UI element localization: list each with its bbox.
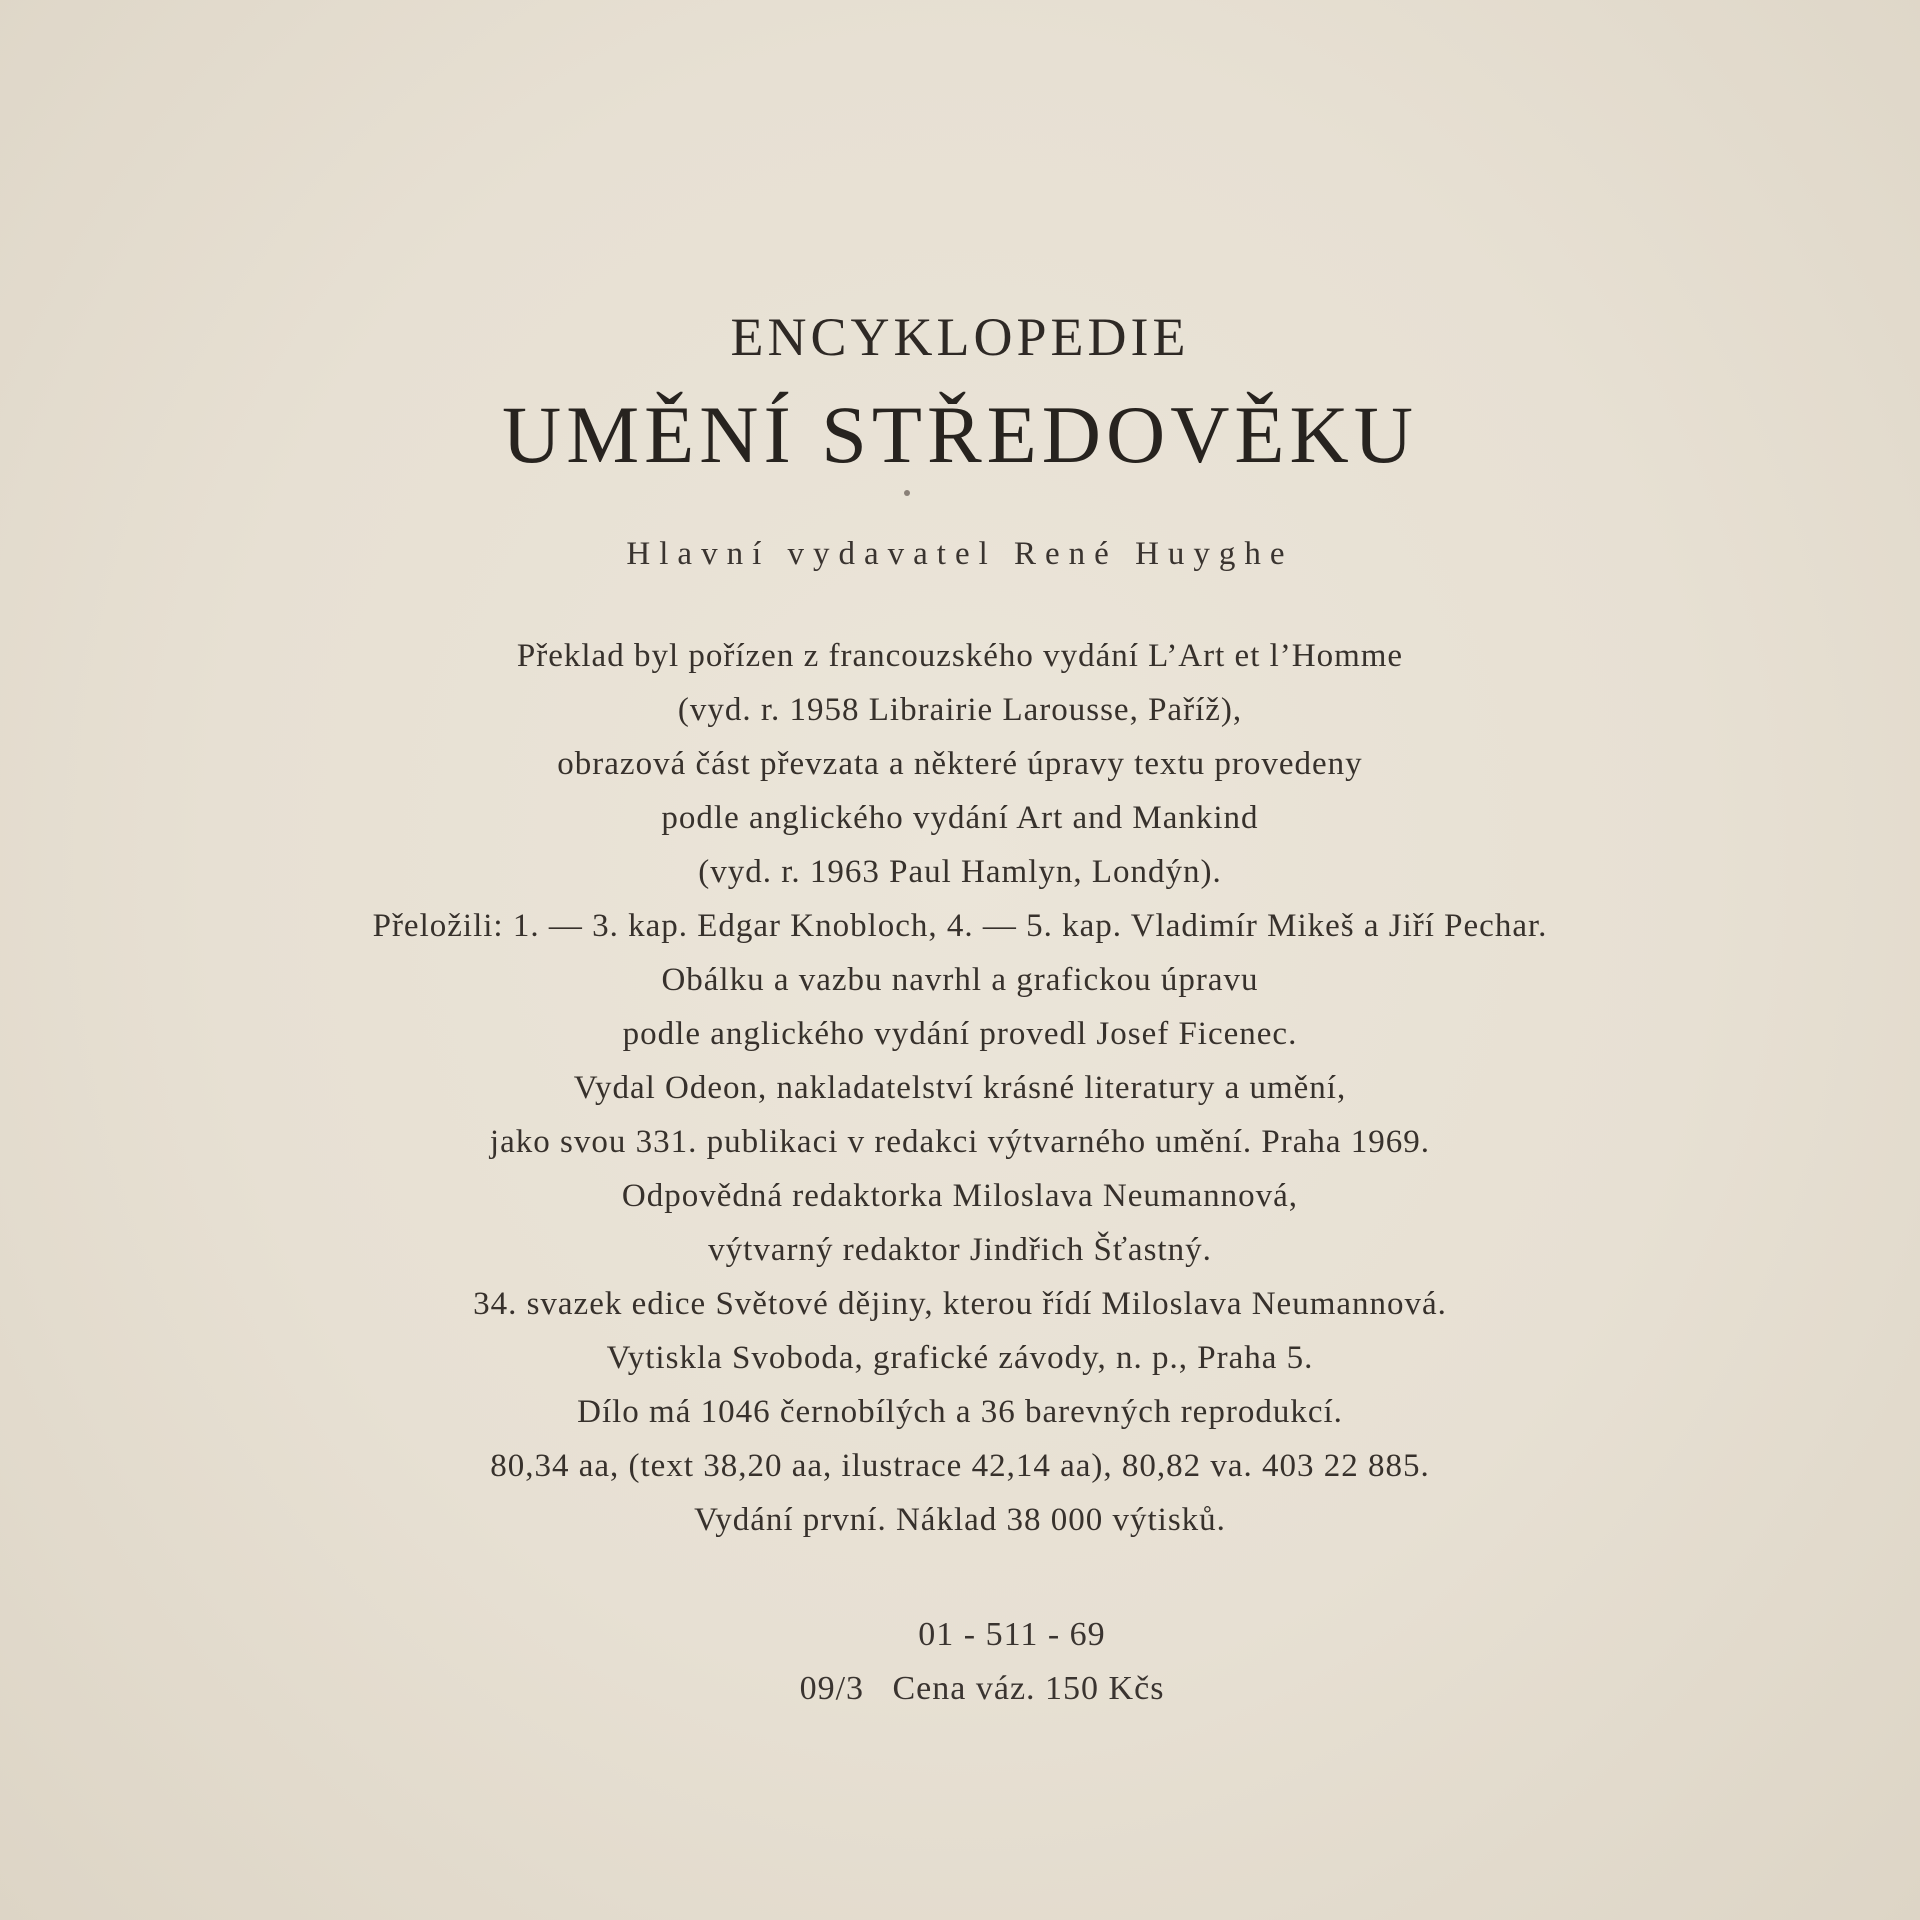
- imprint-line-15: Dílo má 1046 černobílých a 36 barevných reprodukcí.: [577, 1394, 1343, 1430]
- editor-line: Hlavní vydavatel René Huyghe: [626, 536, 1294, 572]
- series-label: ENCYKLOPEDIE: [730, 307, 1190, 367]
- imprint-line-11: Odpovědná redaktorka Miloslava Neumannová,: [621, 1178, 1299, 1214]
- imprint-line-7: Obálku a vazbu navrhl a grafickou úpravu: [661, 962, 1259, 998]
- ink-speck: [904, 490, 910, 496]
- imprint-line-14: Vytiskla Svoboda, grafické závody, n. p., Praha 5.: [606, 1340, 1314, 1376]
- imprint-line-4: podle anglického vydání Art and Mankind: [661, 800, 1259, 836]
- imprint-line-6: Přeložili: 1. — 3. kap. Edgar Knobloch, 4. — 5. kap. Vladimír Mikeš a Jiří Pechar.: [372, 908, 1548, 944]
- imprint-line-13: 34. svazek edice Světové dějiny, kterou řídí Miloslava Neumannová.: [473, 1286, 1447, 1322]
- imprint-line-8: podle anglického vydání provedl Josef Ficenec.: [622, 1016, 1298, 1052]
- imprint-line-17: Vydání první. Náklad 38 000 výtisků.: [694, 1502, 1226, 1538]
- imprint-line-10: jako svou 331. publikaci v redakci výtvarného umění. Praha 1969.: [489, 1124, 1431, 1160]
- catalog-number: 01 - 511 - 69: [918, 1616, 1106, 1653]
- imprint-line-3: obrazová část převzata a některé úpravy textu provedeny: [557, 746, 1363, 782]
- imprint-line-5: (vyd. r. 1963 Paul Hamlyn, Londýn).: [698, 854, 1222, 890]
- imprint-line-12: výtvarný redaktor Jindřich Šťastný.: [708, 1232, 1212, 1268]
- price-line: 09/3 Cena váz. 150 Kčs: [799, 1670, 1165, 1707]
- imprint-line-9: Vydal Odeon, nakladatelství krásné literatury a umění,: [573, 1070, 1347, 1106]
- imprint-line-2: (vyd. r. 1958 Librairie Larousse, Paříž),: [677, 692, 1243, 728]
- imprint-line-16: 80,34 aa, (text 38,20 aa, ilustrace 42,14 aa), 80,82 va. 403 22 885.: [490, 1448, 1430, 1484]
- imprint-line-1: Překlad byl pořízen z francouzského vydání L’Art et l’Homme: [516, 638, 1404, 674]
- book-title: UMĚNÍ STŘEDOVĚKU: [502, 389, 1418, 480]
